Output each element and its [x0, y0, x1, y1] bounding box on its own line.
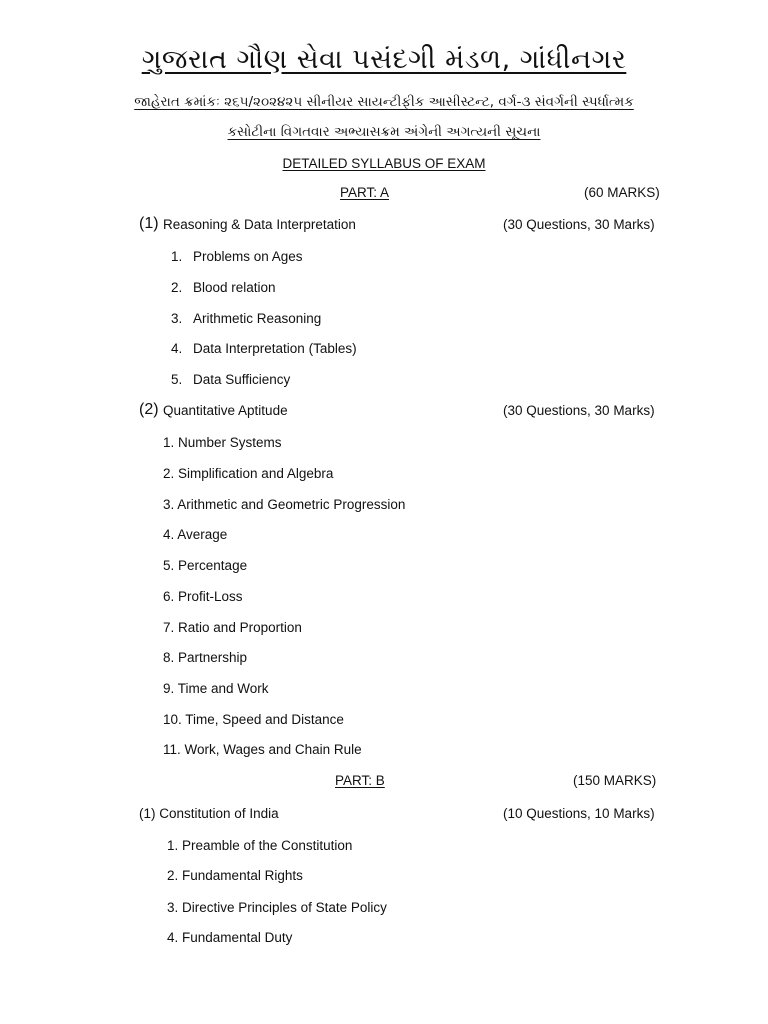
notice-subtitle: કસોટીના વિગતવાર અભ્યાસક્રમ અંગેની અગત્યની સૂચના [227, 124, 541, 140]
list-item: 10. Time, Speed and Distance [163, 712, 344, 727]
list-item: 4. Data Interpretation (Tables) [171, 341, 357, 356]
list-item: 1. Problems on Ages [171, 249, 303, 264]
section-number: (1) [139, 806, 156, 821]
part-b-marks: (150 MARKS) [573, 773, 657, 788]
section-marks: (30 Questions, 30 Marks) [503, 403, 655, 418]
list-item: 1. Number Systems [163, 435, 282, 450]
list-item: 8. Partnership [163, 650, 248, 665]
section-heading [0, 403, 768, 425]
document-title: ગુજરાત ગૌણ સેવા પસંદગી મંડળ, ગાંધીનગર [141, 44, 627, 75]
section-number: (1) [139, 215, 159, 232]
part-b-header [0, 773, 768, 793]
section-title: Reasoning & Data Interpretation [163, 217, 356, 232]
list-item: 4. Fundamental Duty [167, 930, 293, 945]
list-item: 3. Arithmetic and Geometric Progression [163, 497, 406, 512]
list-item: 3. Directive Principles of State Policy [167, 900, 387, 915]
list-item: 2. Fundamental Rights [167, 868, 303, 883]
list-item: 5. Percentage [163, 558, 248, 573]
syllabus-heading: DETAILED SYLLABUS OF EXAM [282, 156, 486, 171]
list-item: 6. Profit-Loss [163, 589, 243, 604]
list-item: 2. Simplification and Algebra [163, 466, 334, 481]
list-item: 11. Work, Wages and Chain Rule [163, 742, 362, 757]
section-number: (2) [139, 401, 159, 418]
list-item: 5. Data Sufficiency [171, 372, 291, 387]
part-b-label: PART: B [335, 773, 385, 788]
section-title: Constitution of India [159, 806, 279, 821]
list-item: 1. Preamble of the Constitution [167, 838, 353, 853]
advertisement-subtitle: જાહેરાત ક્રમાંકઃ ૨૬૫/૨૦૨૪૨૫ સીનીયર સાયન્ટીફીક આસીસ્ટન્ટ, વર્ગ-૩ સંવર્ગની સ્પર્ધાત્મક [134, 94, 634, 110]
list-item: 9. Time and Work [163, 681, 269, 696]
section-marks: (10 Questions, 10 Marks) [503, 806, 655, 821]
section-heading [0, 217, 768, 239]
section-title: Quantitative Aptitude [163, 403, 288, 418]
part-a-marks: (60 MARKS) [584, 185, 660, 200]
list-item: 2. Blood relation [171, 280, 276, 295]
list-item: 7. Ratio and Proportion [163, 620, 302, 635]
list-item: 4. Average [163, 527, 228, 542]
part-a-header [0, 185, 768, 205]
list-item: 3. Arithmetic Reasoning [171, 311, 322, 326]
section-heading [0, 806, 768, 828]
section-marks: (30 Questions, 30 Marks) [503, 217, 655, 232]
part-a-label: PART: A [340, 185, 390, 200]
